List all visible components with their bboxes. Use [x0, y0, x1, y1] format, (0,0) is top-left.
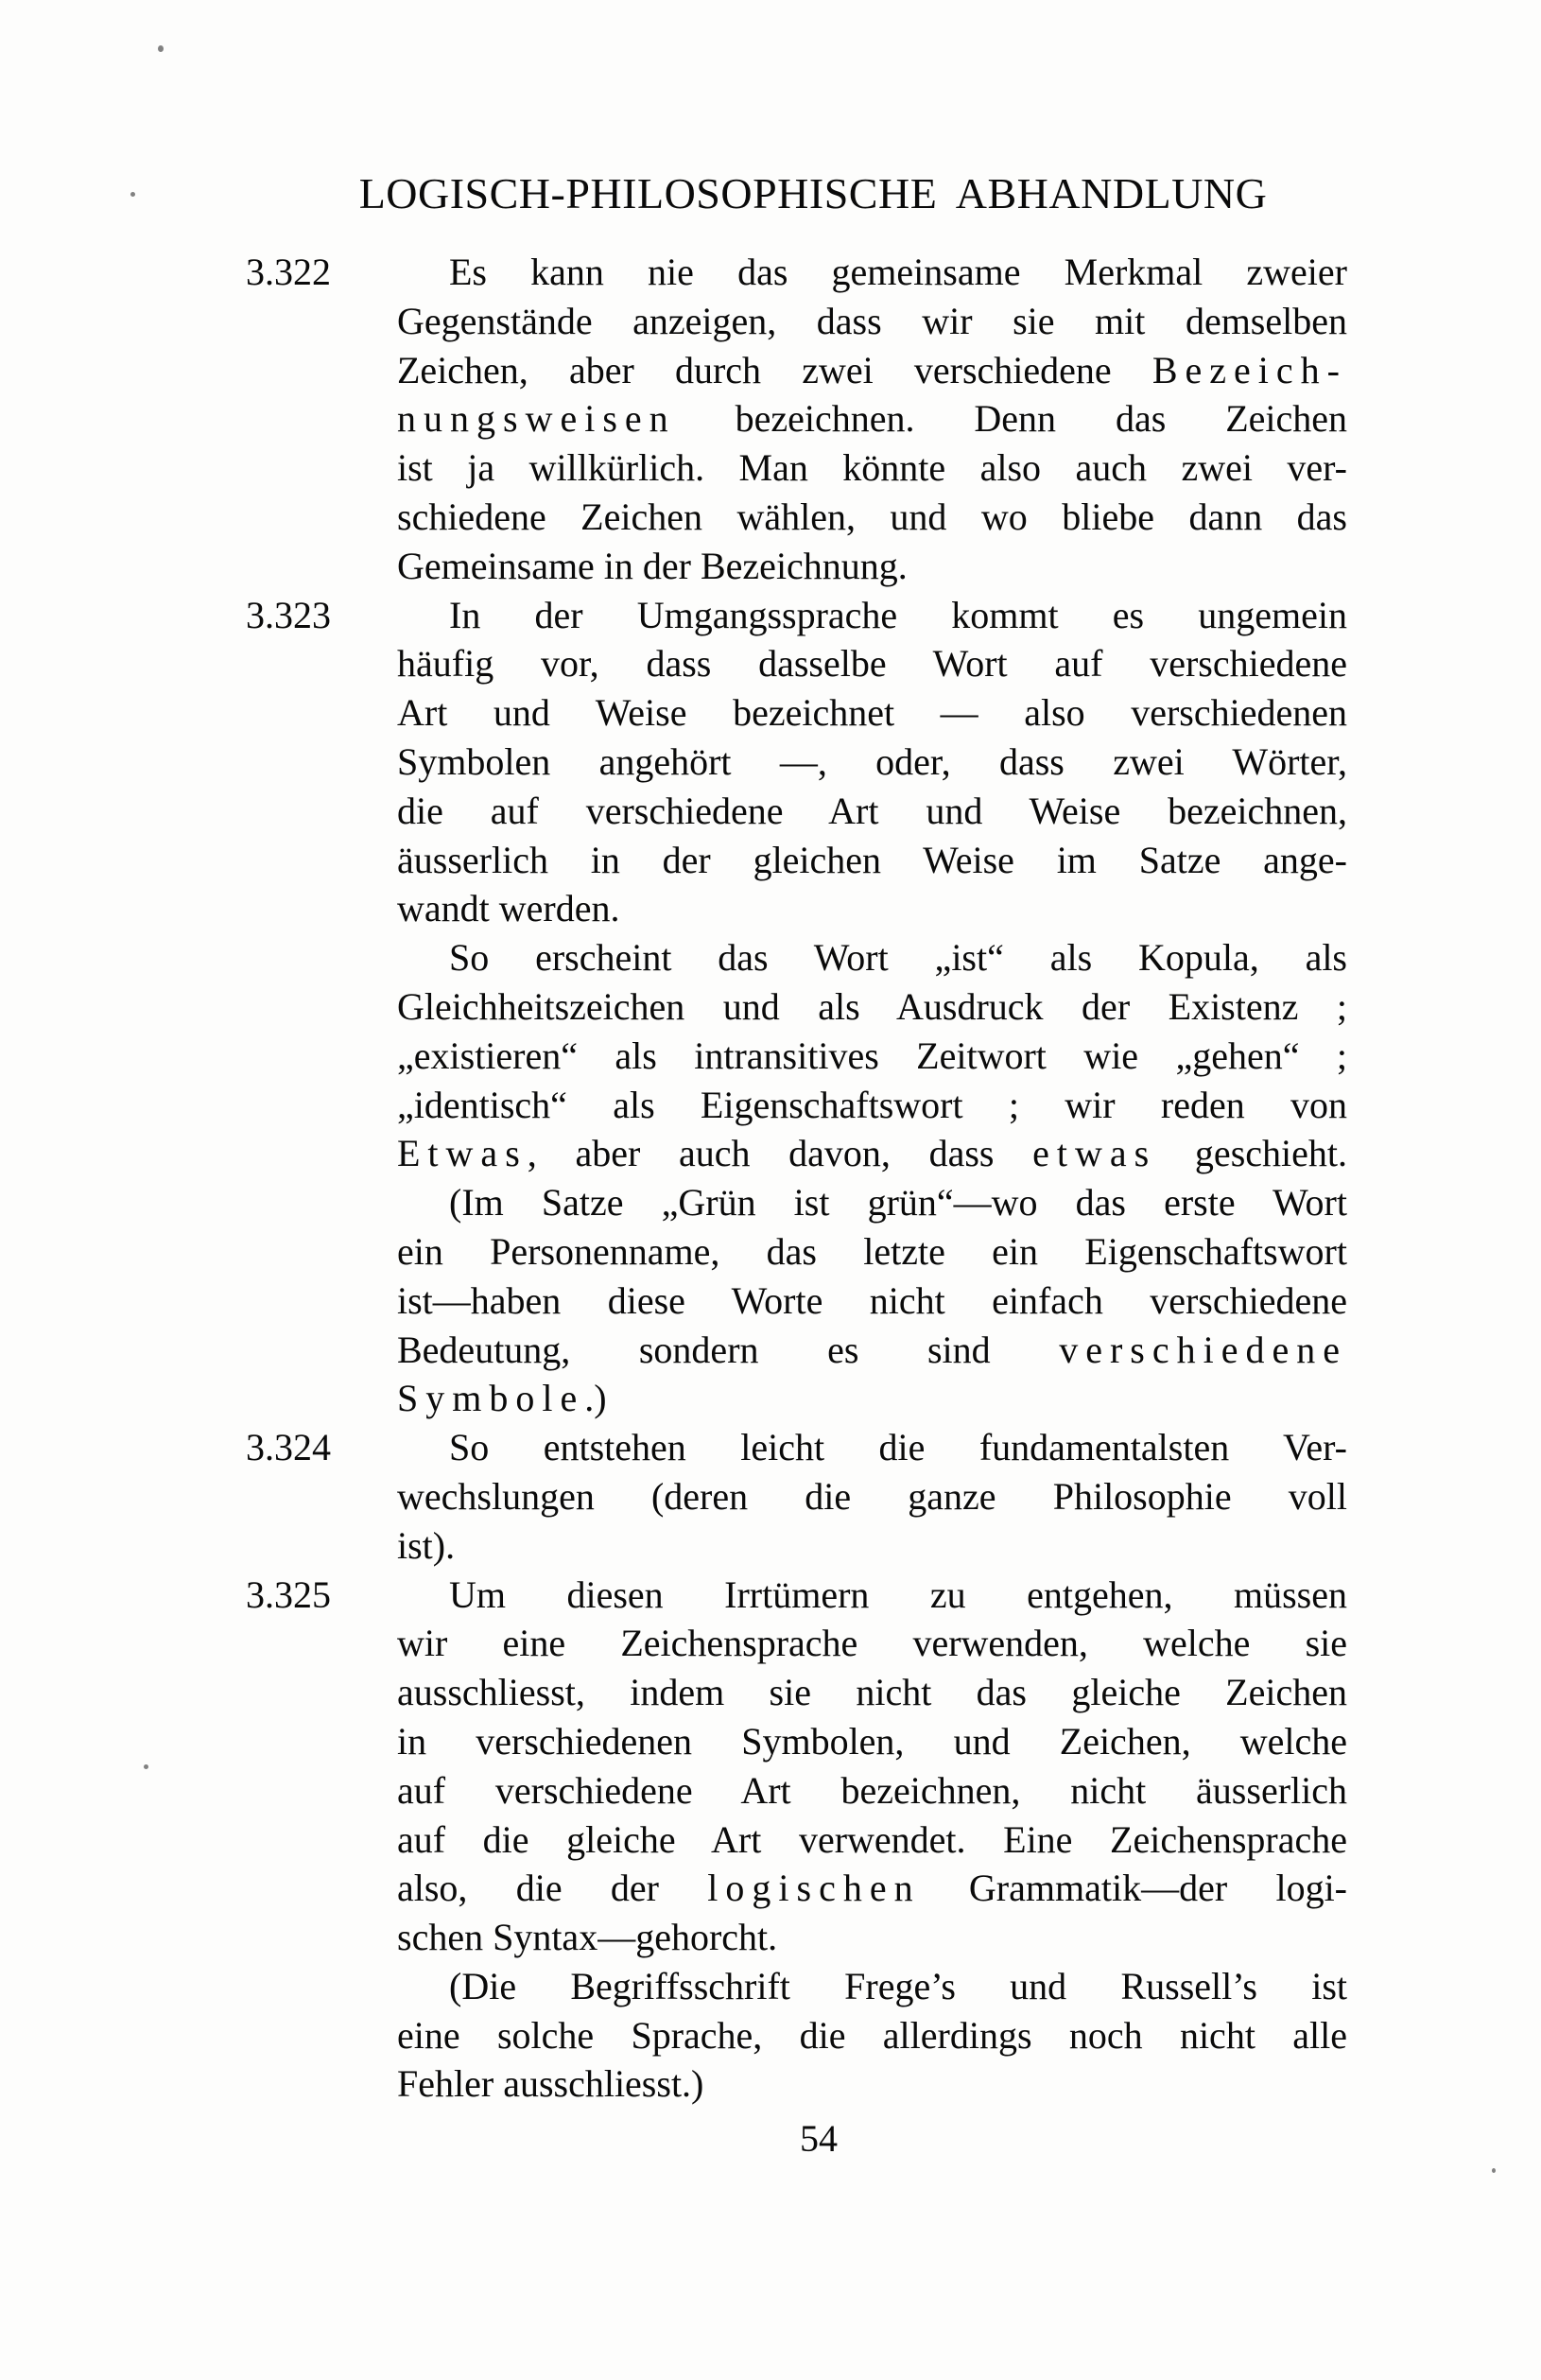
text-run: also, die der: [397, 1867, 708, 1910]
text-run: , aber auch davon, dass: [527, 1132, 1033, 1175]
text-run: bezeichnen. Denn das Zeichen: [675, 397, 1347, 441]
text-line: [397, 493, 1347, 542]
text-run: So entstehen leicht die fundamentalsten Ver-: [449, 1426, 1347, 1469]
text-run: auf verschiedene Art bezeichnen, nicht äusserlich: [397, 1768, 1347, 1812]
text-line: [397, 591, 1347, 640]
text-line: [397, 1081, 1347, 1130]
section: [246, 591, 1347, 1424]
text-run: Grammatik—der logi-: [920, 1867, 1348, 1910]
text-line: [397, 933, 1347, 982]
text-run: (Die Begriffsschrift Frege’s und Russell’s ist: [449, 1964, 1347, 2007]
section-number: 3.322: [246, 251, 331, 293]
text-run: .): [584, 1377, 607, 1420]
text-line: [397, 1815, 1347, 1865]
letterspaced-word: verschiedene: [1059, 1328, 1347, 1371]
section: [246, 248, 1347, 591]
text-line: [397, 884, 1347, 933]
text-run: wandt werden.: [397, 887, 620, 930]
page-number: 54: [800, 2117, 838, 2160]
text-run: schen Syntax—gehorcht.: [397, 1916, 778, 1959]
paragraph: [397, 1178, 1347, 1423]
text-line: [397, 982, 1347, 1032]
text-line: [397, 1864, 1347, 1913]
text-line: [397, 1521, 1347, 1571]
text-body: [246, 248, 1347, 2109]
section-number: 3.324: [246, 1426, 331, 1469]
text-line: [397, 1129, 1347, 1178]
text-line: [397, 443, 1347, 493]
paragraph: [397, 1962, 1347, 2109]
text-run: So erscheint das Wort „ist“ als Kopula, als: [449, 936, 1347, 980]
paragraph: [397, 591, 1347, 934]
text-run: ist).: [397, 1523, 456, 1567]
section: [246, 1571, 1347, 2110]
text-line: [397, 394, 1347, 443]
text-line: [397, 1962, 1347, 2011]
text-line: [397, 1277, 1347, 1326]
text-line: [397, 1668, 1347, 1717]
letterspaced-word: Symbole: [397, 1377, 585, 1420]
text-run: In der Umgangssprache kommt es ungemein: [449, 593, 1347, 636]
text-run: wir eine Zeichensprache verwenden, welche sie: [397, 1622, 1347, 1665]
section-number: 3.325: [246, 1572, 331, 1616]
text-run: ausschliesst, indem sie nicht das gleiche Zeichen: [397, 1671, 1347, 1714]
letterspaced-word: Etwas: [397, 1132, 528, 1175]
text-line: [397, 836, 1347, 885]
text-line: [397, 1374, 1347, 1423]
text-run: schiedene Zeichen wählen, und wo bliebe dann das: [397, 495, 1347, 538]
letterspaced-word: logischen: [707, 1867, 921, 1910]
running-head: LOGISCH-PHILOSOPHISCHE ABHANDLUNG: [358, 169, 1268, 217]
text-run: (Im Satze „Grün ist grün“—wo das erste Wort: [449, 1181, 1347, 1225]
text-run: wechslungen (deren die ganze Philosophie voll: [397, 1474, 1347, 1518]
letterspaced-word: nungsweisen: [397, 397, 676, 441]
text-run: auf die gleiche Art verwendet. Eine Zeichensprache: [397, 1817, 1347, 1861]
text-run: häufig vor, dass dasselbe Wort auf verschiedene: [397, 642, 1347, 686]
scan-speck: [158, 45, 164, 52]
text-run: „existieren“ als intransitives Zeitwort wie „gehen“ ;: [397, 1034, 1347, 1077]
text-line: [397, 2011, 1347, 2060]
text-run: Fehler ausschliesst.): [397, 2062, 704, 2106]
text-line: [397, 1032, 1347, 1081]
text-line: [397, 297, 1347, 346]
section: [246, 1423, 1347, 1570]
scan-speck: [144, 1764, 148, 1769]
text-line: [397, 1913, 1347, 1962]
text-line: [397, 542, 1347, 591]
text-line: [397, 1326, 1347, 1375]
paragraph: [397, 1571, 1347, 1962]
text-line: [397, 346, 1347, 395]
paragraph: [397, 248, 1347, 591]
text-run: die auf verschiedene Art und Weise bezeichnen,: [397, 789, 1347, 832]
text-run: Gemeinsame in der Bezeichnung.: [397, 544, 908, 587]
text-run: „identisch“ als Eigenschaftswort ; wir reden von: [397, 1083, 1347, 1126]
text-line: [397, 1227, 1347, 1277]
text-run: Symbolen angehört —, oder, dass zwei Wörter,: [397, 739, 1347, 783]
text-line: [397, 1178, 1347, 1227]
text-run: Es kann nie das gemeinsame Merkmal zweier: [449, 251, 1347, 293]
text-run: ist—haben diese Worte nicht einfach verschiedene: [397, 1278, 1347, 1322]
letterspaced-word: etwas: [1032, 1132, 1157, 1175]
text-line: [397, 1766, 1347, 1815]
text-run: ist ja willkürlich. Man könnte also auch zwei ver-: [397, 446, 1347, 490]
paragraph: [397, 1423, 1347, 1570]
text-line: [397, 2059, 1347, 2109]
text-line: [397, 738, 1347, 787]
text-run: Zeichen, aber durch zwei verschiedene: [397, 348, 1152, 391]
text-line: [397, 1717, 1347, 1766]
letterspaced-word: Bezeich-: [1151, 348, 1347, 391]
section-number: 3.323: [246, 593, 331, 636]
text-run: äusserlich in der gleichen Weise im Satze ange-: [397, 838, 1347, 881]
text-run: Gleichheitszeichen und als Ausdruck der Existenz ;: [397, 984, 1347, 1028]
text-line: [397, 1472, 1347, 1521]
scan-speck: [1492, 2168, 1496, 2173]
text-run: in verschiedenen Symbolen, und Zeichen, welche: [397, 1719, 1347, 1763]
text-run: ein Personenname, das letzte ein Eigenschaftswort: [397, 1229, 1347, 1273]
text-run: eine solche Sprache, die allerdings noch nicht alle: [397, 2013, 1347, 2057]
text-line: [397, 639, 1347, 688]
text-line: [397, 1619, 1347, 1668]
text-line: [397, 688, 1347, 738]
text-line: [397, 248, 1347, 297]
text-run: Bedeutung, sondern es sind: [397, 1328, 1060, 1371]
scan-speck: [130, 192, 135, 197]
paragraph: [397, 933, 1347, 1178]
text-run: Art und Weise bezeichnet — also verschiedenen: [397, 691, 1347, 735]
text-line: [397, 1423, 1347, 1472]
text-run: Um diesen Irrtümern zu entgehen, müssen: [449, 1572, 1347, 1616]
text-run: Gegenstände anzeigen, dass wir sie mit demselben: [397, 299, 1347, 342]
text-line: [397, 787, 1347, 836]
text-line: [397, 1571, 1347, 1620]
text-run: geschieht.: [1156, 1132, 1347, 1175]
